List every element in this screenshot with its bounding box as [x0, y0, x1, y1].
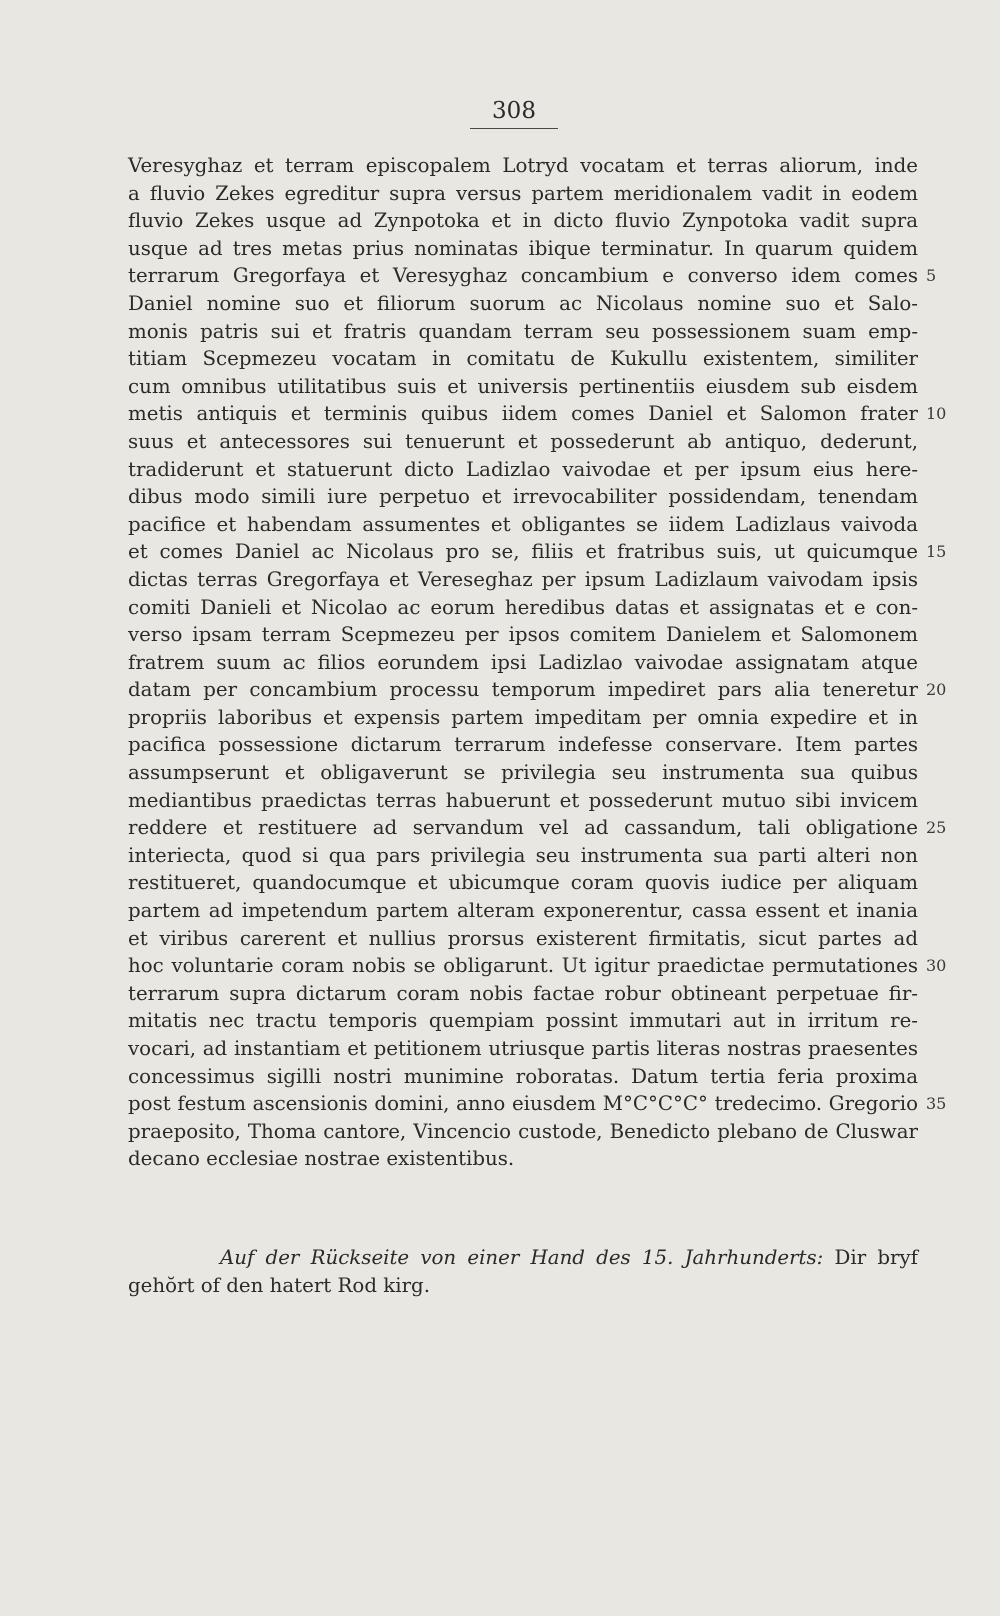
text-line: usque ad tres metas prius nominatas ibique terminatur. In quarum quidem — [128, 236, 918, 260]
text-line: fratrem suum ac filios eorundem ipsi Ladizlao vaivodae assignatam atque — [128, 650, 918, 674]
text-line: fluvio Zekes usque ad Zynpotoka et in dicto fluvio Zynpotoka vadit supra — [128, 209, 918, 233]
text-line: praeposito, Thoma cantore, Vincencio custode, Benedicto plebano de Cluswar — [128, 1119, 918, 1143]
text-line: pacifice et habendam assumentes et obligantes se iidem Ladizlaus vaivoda — [128, 512, 918, 536]
line-number: 5 — [926, 266, 937, 286]
text-line: Daniel nomine suo et filiorum suorum ac Nicolaus nomine suo et Salo- — [128, 291, 918, 315]
text-line: partem ad impetendum partem alteram exponerentur, cassa essent et inania — [128, 899, 918, 923]
line-number: 15 — [926, 542, 947, 562]
note-italic-label: Auf der Rückseite von einer Hand des 15. Jahrhunderts: — [220, 1246, 824, 1269]
text-line: assumpserunt et obligaverunt se privilegia seu instrumenta sua quibus — [128, 761, 918, 785]
text-line: propriis laboribus et expensis partem impeditam per omnia expedire et in — [128, 705, 918, 729]
text-line: restitueret, quandocumque et ubicumque coram quovis iudice per aliquam — [128, 871, 918, 895]
page-number: 308 — [470, 96, 558, 129]
line-number: 35 — [926, 1094, 947, 1114]
text-line: post festum ascensionis domini, anno eiusdem M°C°C°C° tredecimo. Gregorio — [128, 1092, 918, 1116]
text-line: concessimus sigilli nostri munimine roboratas. Datum tertia feria proxima — [128, 1064, 918, 1088]
text-line: pacifica possessione dictarum terrarum indefesse conservare. Item partes — [128, 733, 918, 757]
text-line: dictas terras Gregorfaya et Vereseghaz per ipsum Ladizlaum vaivodam ipsis — [128, 567, 918, 591]
text-line: cum omnibus utilitatibus suis et universis pertinentiis eiusdem sub eisdem — [128, 374, 918, 398]
text-line: dibus modo simili iure perpetuo et irrevocabiliter possidendam, tenendam — [128, 485, 918, 509]
text-line: et comes Daniel ac Nicolaus pro se, filiis et fratribus suis, ut quicumque — [128, 540, 918, 564]
text-line: hoc voluntarie coram nobis se obligarunt. Ut igitur praedictae permutationes — [128, 954, 918, 978]
text-line: verso ipsam terram Scepmezeu per ipsos comitem Danielem et Salomonem — [128, 623, 918, 647]
note-line-2: gehŏrt of den hatert Rod kirg. — [128, 1273, 430, 1297]
endorsement-note — [128, 1244, 918, 1299]
line-number: 30 — [926, 956, 947, 976]
line-number: 10 — [926, 404, 947, 424]
text-line: vocari, ad instantiam et petitionem utriusque partis literas nostras praesentes — [128, 1037, 918, 1060]
text-line: monis patris sui et fratris quandam terram seu possessionem suam emp- — [128, 319, 918, 343]
text-line: datam per concambium processu temporum impediret pars alia teneretur — [128, 678, 918, 702]
text-line: Veresyghaz et terram episcopalem Lotryd vocatam et terras aliorum, inde — [128, 154, 918, 177]
text-line: terrarum Gregorfaya et Veresyghaz concambium e converso idem comes — [128, 264, 918, 288]
line-number: 25 — [926, 818, 947, 838]
text-line: titiam Scepmezeu vocatam in comitatu de Kukullu existentem, similiter — [128, 347, 918, 371]
note-line-1 — [128, 1244, 918, 1272]
text-line: terrarum supra dictarum coram nobis factae robur obtineant perpetuae fir- — [128, 981, 918, 1005]
text-line: a fluvio Zekes egreditur supra versus partem meridionalem vadit in eodem — [128, 181, 918, 205]
line-number: 20 — [926, 680, 947, 700]
document-body — [128, 152, 918, 1173]
note-text: Dir bryf — [823, 1246, 918, 1269]
text-line: comiti Danieli et Nicolao ac eorum heredibus datas et assignatas et e con- — [128, 595, 918, 619]
text-line: mediantibus praedictas terras habuerunt et possederunt mutuo sibi invicem — [128, 788, 918, 812]
text-line: decano ecclesiae nostrae existentibus. — [128, 1147, 515, 1171]
text-line: reddere et restituere ad servandum vel ad cassandum, tali obligatione — [128, 816, 918, 840]
text-line: mitatis nec tractu temporis quempiam possint immutari aut in irritum re- — [128, 1009, 918, 1033]
text-line: et viribus carerent et nullius prorsus existerent firmitatis, sicut partes ad — [128, 926, 918, 950]
text-line: suus et antecessores sui tenuerunt et possederunt ab antiquo, dederunt, — [128, 429, 918, 453]
text-line: tradiderunt et statuerunt dicto Ladizlao vaivodae et per ipsum eius here- — [128, 457, 918, 481]
text-line: interiecta, quod si qua pars privilegia seu instrumenta sua parti alteri non — [128, 843, 918, 867]
text-line: metis antiquis et terminis quibus iidem comes Daniel et Salomon frater — [128, 402, 918, 426]
